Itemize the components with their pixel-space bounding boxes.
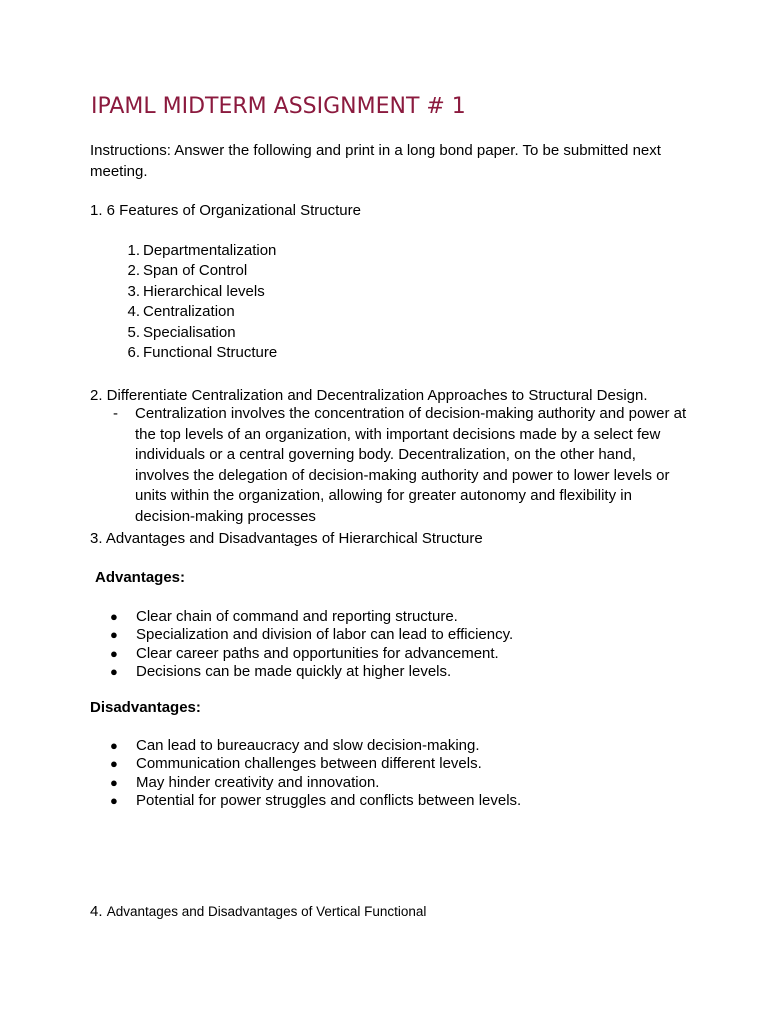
list-item xyxy=(90,404,690,528)
list-item-text: Specialisation xyxy=(143,323,236,341)
bullet-icon: ● xyxy=(110,663,118,679)
list-item-text: Communication challenges between different levels. xyxy=(136,755,482,773)
disadvantages-list xyxy=(110,737,521,810)
list-item-text: Centralization xyxy=(143,303,235,321)
list-item-text: Decisions can be made quickly at higher levels. xyxy=(136,662,452,680)
centralization-answer-list xyxy=(90,404,690,528)
list-number: 1. xyxy=(127,242,140,259)
advantages-label: Advantages: xyxy=(95,569,186,586)
list-item-text: Can lead to bureaucracy and slow decision-making. xyxy=(136,737,480,754)
list-item xyxy=(118,323,277,343)
bullet-icon: ● xyxy=(110,774,118,790)
list-item-text: Potential for power struggles and conflicts between levels. xyxy=(136,791,522,809)
list-number: 6. xyxy=(127,343,140,361)
bullet-icon: ● xyxy=(110,627,118,643)
list-number: 2. xyxy=(127,262,140,280)
question-1-heading: 1. 6 Features of Organizational Structure xyxy=(90,202,361,219)
bullet-icon: ● xyxy=(110,792,118,808)
list-item xyxy=(118,261,277,281)
list-item xyxy=(110,663,513,681)
list-item xyxy=(118,241,277,261)
list-item xyxy=(110,626,513,644)
dash-marker: - xyxy=(113,405,118,422)
features-list xyxy=(118,241,277,363)
answer-text: Centralization involves the concentration of decision-making authority and power at the top levels of an organization, with important decisions made by a select few individuals or a central governing body. Decentralization, on the other hand, involves the delegation of decision-making authority and power to lower levels or units within the organization, allowing for greater autonomy and flexibility in decision-making processes xyxy=(135,405,687,525)
list-number: 4. xyxy=(127,303,140,321)
bullet-icon: ● xyxy=(110,645,118,661)
list-item xyxy=(118,343,277,363)
list-item xyxy=(110,792,521,810)
list-item xyxy=(118,282,277,302)
list-item-text: Specialization and division of labor can lead to efficiency. xyxy=(136,626,514,644)
list-number: 5. xyxy=(127,323,140,341)
disadvantages-label: Disadvantages: xyxy=(90,699,201,716)
question-4-number: 4. xyxy=(90,903,103,920)
bullet-icon: ● xyxy=(110,756,118,772)
question-4-heading xyxy=(90,901,426,922)
list-item-text: Span of Control xyxy=(143,262,248,280)
bullet-icon: ● xyxy=(110,609,118,624)
advantages-list xyxy=(110,608,513,681)
list-item xyxy=(110,755,521,773)
list-item xyxy=(110,737,521,755)
bullet-icon: ● xyxy=(110,738,118,753)
question-4-text: Advantages and Disadvantages of Vertical Functional xyxy=(106,904,427,919)
page-title: IPAML MIDTERM ASSIGNMENT # 1 xyxy=(91,94,466,119)
question-3-heading: 3. Advantages and Disadvantages of Hierarchical Structure xyxy=(90,530,483,547)
list-item-text: Hierarchical levels xyxy=(143,282,265,300)
list-item-text: Departmentalization xyxy=(143,242,277,259)
list-item xyxy=(118,302,277,322)
list-item xyxy=(110,645,513,663)
list-item-text: Functional Structure xyxy=(143,343,278,361)
list-number: 3. xyxy=(127,282,140,300)
list-item xyxy=(110,608,513,626)
instructions-text: Instructions: Answer the following and print in a long bond paper. To be submitted next meeting. xyxy=(90,142,661,180)
question-2-heading: 2. Differentiate Centralization and Decentralization Approaches to Structural Design. xyxy=(90,387,648,404)
list-item xyxy=(110,774,521,792)
list-item-text: May hinder creativity and innovation. xyxy=(136,773,380,791)
list-item-text: Clear chain of command and reporting structure. xyxy=(136,608,458,625)
list-item-text: Clear career paths and opportunities for advancement. xyxy=(136,644,499,662)
